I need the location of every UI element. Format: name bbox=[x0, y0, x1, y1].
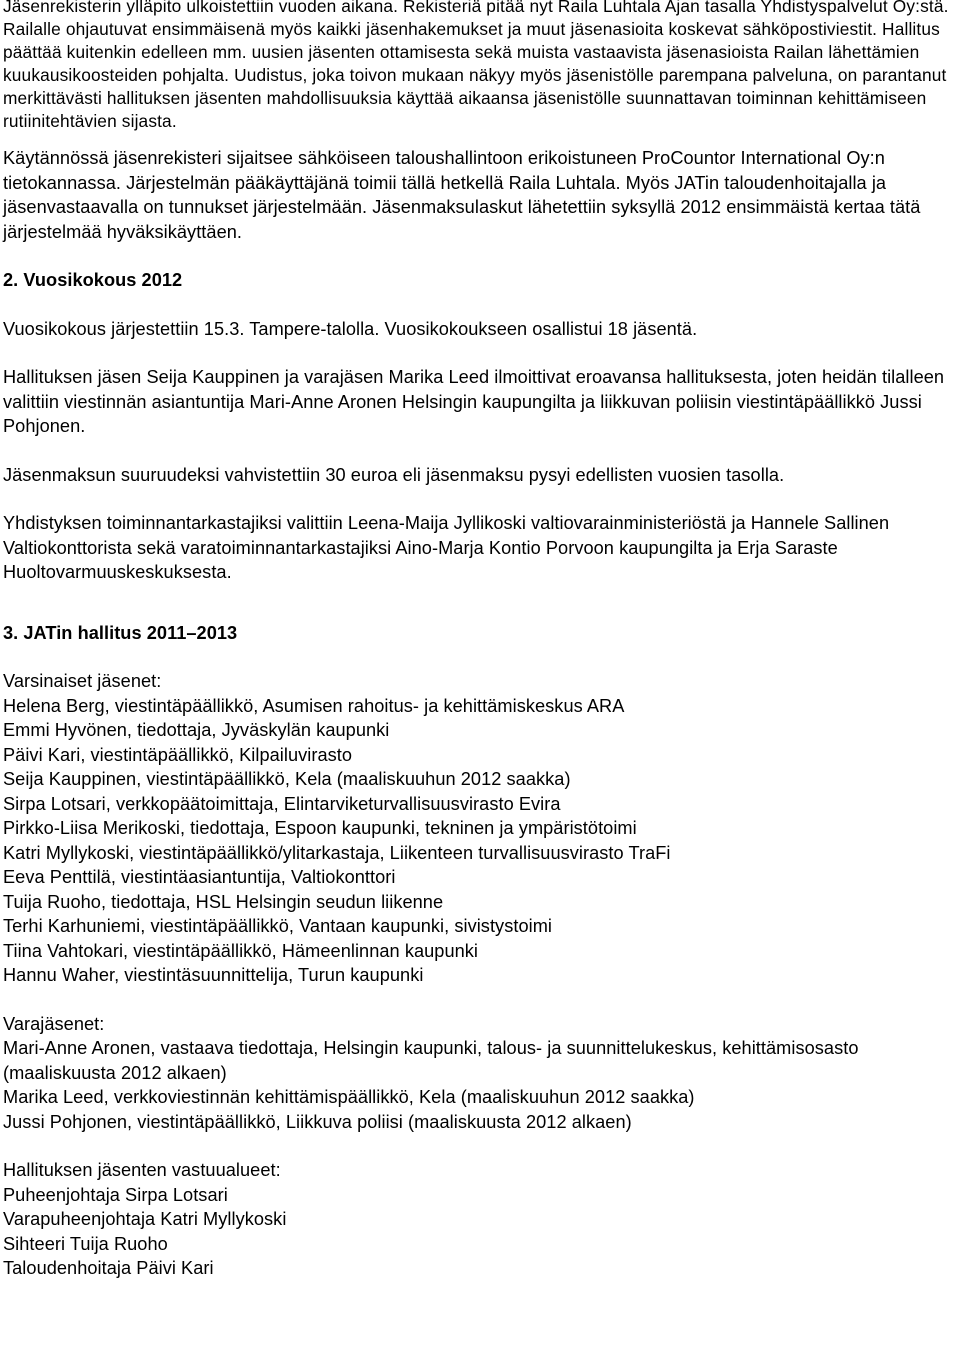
annual-meeting-paragraph: Vuosikokous järjestettiin 15.3. Tampere-talolla. Vuosikokoukseen osallistui 18 jäsentä. bbox=[3, 318, 698, 339]
section-2-heading: 2. Vuosikokous 2012 bbox=[3, 270, 183, 291]
list-item: Tuija Ruoho, tiedottaja, HSL Helsingin seudun liikenne bbox=[3, 891, 444, 912]
list-item: Helena Berg, viestintäpäällikkö, Asumisen rahoitus- ja kehittämiskeskus ARA bbox=[3, 695, 625, 716]
list-item: Emmi Hyvönen, tiedottaja, Jyväskylän kaupunki bbox=[3, 720, 390, 741]
list-item: Tiina Vahtokari, viestintäpäällikkö, Hämeenlinnan kaupunki bbox=[3, 940, 479, 961]
content bbox=[3, 146, 957, 1281]
list-item: Päivi Kari, viestintäpäällikkö, Kilpailuvirasto bbox=[3, 744, 353, 765]
procountor-paragraph: Käytännössä jäsenrekisteri sijaitsee sähköiseen taloushallintoon erikoistuneen ProCountor International Oy:n tietokannassa. Järjestelmän pääkäyttäjänä toimii tällä hetkellä Raila Luhtala. Myös JATin taloudenhoitajalla ja jäsenvastaavalla on tunnukset järjestelmään. Jäsenmaksulaskut lähetettiin syksyllä 2012 ensimmäistä kertaa tätä järjestelmää hyväksikäyttäen. bbox=[3, 148, 921, 242]
intro-section bbox=[3, 0, 957, 132]
membership-fee-paragraph: Jäsenmaksun suuruudeksi vahvistettiin 30 euroa eli jäsenmaksu pysyi edellisten vuosien tasolla. bbox=[3, 464, 785, 485]
section-3-heading: 3. JATin hallitus 2011–2013 bbox=[3, 622, 238, 643]
list-item: Mari-Anne Aronen, vastaava tiedottaja, Helsingin kaupunki, talous- ja suunnittelukeskus, kehittämisosasto (maaliskuusta 2012 alkaen) bbox=[3, 1038, 859, 1083]
list-item: Katri Myllykoski, viestintäpäällikkö/ylitarkastaja, Liikenteen turvallisuusvirasto TraFi bbox=[3, 842, 671, 863]
list-item: Sihteeri Tuija Ruoho bbox=[3, 1233, 168, 1254]
roles-title: Hallituksen jäsenten vastuualueet: bbox=[3, 1160, 281, 1181]
members-list bbox=[3, 694, 957, 988]
list-item: Jussi Pohjonen, viestintäpäällikkö, Liikkuva poliisi (maaliskuusta 2012 alkaen) bbox=[3, 1111, 632, 1132]
list-item: Varapuheenjohtaja Katri Myllykoski bbox=[3, 1209, 287, 1230]
list-item: Eeva Penttilä, viestintäasiantuntija, Valtiokonttori bbox=[3, 867, 396, 888]
list-item: Taloudenhoitaja Päivi Kari bbox=[3, 1258, 214, 1279]
deputies-title: Varajäsenet: bbox=[3, 1013, 105, 1034]
list-item: Marika Leed, verkkoviestinnän kehittämispäällikkö, Kela (maaliskuuhun 2012 saakka) bbox=[3, 1087, 695, 1108]
list-item: Seija Kauppinen, viestintäpäällikkö, Kela (maaliskuuhun 2012 saakka) bbox=[3, 769, 571, 790]
auditors-paragraph: Yhdistyksen toiminnantarkastajiksi valittiin Leena-Maija Jyllikoski valtiovarainministeriöstä ja Hannele Sallinen Valtiokonttorista sekä varatoiminnantarkastajiksi Aino-Marja Kontio Porvoon kaupungilta ja Erja Saraste Huoltovarmuuskeskuksesta. bbox=[3, 513, 890, 583]
deputies-list bbox=[3, 1036, 957, 1134]
board-changes-paragraph: Hallituksen jäsen Seija Kauppinen ja varajäsen Marika Leed ilmoittivat eroavansa hallituksesta, joten heidän tilalleen valittiin viestinnän asiantuntija Mari-Anne Aronen Helsingin kaupungilta ja liikkuvan poliisin viestintäpäällikkö Jussi Pohjonen. bbox=[3, 367, 945, 437]
members-title: Varsinaiset jäsenet: bbox=[3, 671, 162, 692]
list-item: Sirpa Lotsari, verkkopäätoimittaja, Elintarviketurvallisuusvirasto Evira bbox=[3, 793, 561, 814]
document-page bbox=[3, 0, 957, 1281]
roles-list bbox=[3, 1183, 957, 1281]
list-item: Terhi Karhuniemi, viestintäpäällikkö, Vantaan kaupunki, sivistystoimi bbox=[3, 916, 552, 937]
list-item: Pirkko-Liisa Merikoski, tiedottaja, Espoon kaupunki, tekninen ja ympäristötoimi bbox=[3, 818, 637, 839]
list-item: Puheenjohtaja Sirpa Lotsari bbox=[3, 1184, 228, 1205]
membership-register-paragraph: Jäsenrekisterin ylläpito ulkoistettiin vuoden aikana. Rekisteriä pitää nyt Raila Luhtala Ajan tasalla Yhdistyspalvelut Oy:stä. Railalle ohjautuvat ensimmäisenä myös kaikki jäsenhakemukset ja muut jäsenasioita koskevat sähköpostiviestit. Hallitus päättää kuitenkin edelleen mm. uusien jäsenten ottamisesta sekä muista vastaavista jäsenasioista Railan lähettämien kuukausikoosteiden pohjalta. Uudistus, joka toivon mukaan näkyy myös jäsenistölle parempana palveluna, on parantanut merkittävästi hallituksen jäsenten mahdollisuuksia käyttää aikaansa jäsenistölle suunnattavan toiminnan kehittämiseen rutiinitehtävien sijasta. bbox=[3, 0, 949, 131]
list-item: Hannu Waher, viestintäsuunnittelija, Turun kaupunki bbox=[3, 965, 424, 986]
